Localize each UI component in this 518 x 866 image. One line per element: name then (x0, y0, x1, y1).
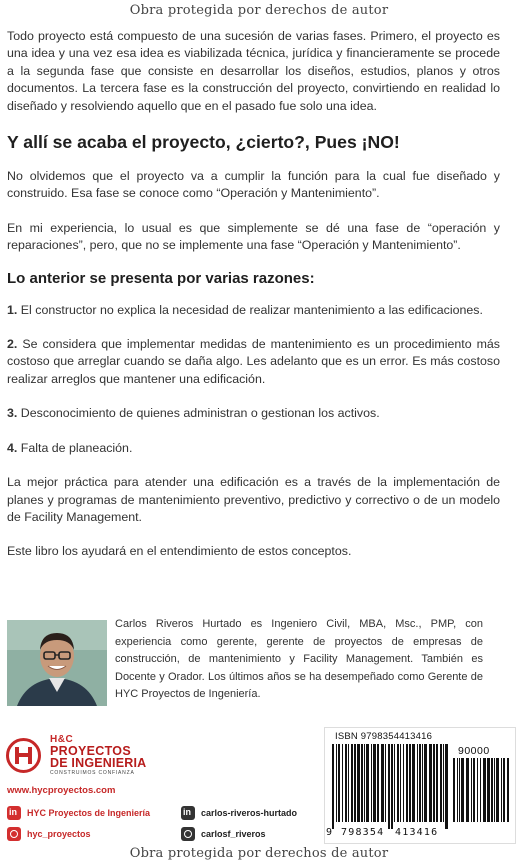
barcode-bar (385, 744, 386, 822)
author-bio: Carlos Riveros Hurtado es Ingeniero Civil, MBA, Msc., PMP, con experiencia como gerente, gerente de proyectos de empresas de construcción, de mantenimiento y Facility Management. También es Docente y Orador. Los últimos años se ha desempeñado como Gerente de HYC Proyectos de Ingeniería. (115, 618, 483, 701)
barcode-bar (348, 744, 349, 822)
barcode-bar (345, 744, 347, 822)
barcode-bar (354, 744, 356, 822)
barcode-bar (466, 758, 469, 822)
barcode-bar (477, 758, 478, 822)
linkedin-company-link[interactable] (7, 806, 150, 820)
website-link[interactable]: www.hycproyectos.com (7, 785, 116, 796)
paragraph-experience: En mi experiencia, lo usual es que simplemente se dé una fase de “operación y reparaciones”, pero, que no se implemente una fase “Operación y Mantenimiento”. (7, 220, 500, 253)
barcode-bar (501, 758, 502, 822)
barcode-bar (483, 758, 486, 822)
barcode-bar (397, 744, 399, 822)
heading-reasons: Lo anterior se presenta por varias razones: (7, 269, 315, 287)
paragraph-book-purpose: Este libro los ayudará en el entendimiento de estos conceptos. (7, 544, 352, 559)
barcode-bar (371, 744, 372, 822)
paragraph-best-practice: La mejor práctica para atender una edificación es a través de la implementación de planes y programas de mantenimiento preventivo, predictivo y correctivo o de un modelo de Facility Management. (7, 475, 500, 524)
barcode-bar (487, 758, 490, 822)
reason-item-4 (7, 440, 500, 457)
barcode-bar (445, 744, 448, 829)
barcode-bar (342, 744, 343, 822)
hyc-logo-icon (6, 738, 41, 773)
reason-item-2 (7, 336, 500, 388)
price-code: 90000 (458, 745, 490, 757)
intro-paragraph: Todo proyecto está compuesto de una sucesión de varias fases. Primero, el proyecto es una idea y una vez esa idea es viabilizada técnica, jurídica y financieramente se procede a la segunda fase que consiste en desarrollar los diseños, estudios, planos y otros documentos. La tercera fase es la construcción del proyecto, convirtiendo en realidad lo diseñado y resolviendo aquello que en el pasado fue solo una idea. (7, 29, 500, 113)
barcode-bar (491, 758, 493, 822)
barcode-bar (336, 744, 337, 822)
instagram-company-label: hyc_proyectos (27, 829, 91, 839)
reason-text: Se considera que implementar medidas de mantenimiento es un procedimiento más costoso que arreglar cuando se daña algo. Les adelanto que es un error. Es más costoso realizar arreglos que mantener una edificación. (7, 337, 500, 386)
barcode-bar (440, 744, 442, 822)
barcode-bar (496, 758, 499, 822)
isbn-barcode (324, 727, 516, 844)
barcode-bar (361, 744, 363, 822)
reason-text: El constructor no explica la necesidad de realizar mantenimiento a las edificaciones. (17, 302, 483, 317)
barcode-bar (409, 744, 411, 822)
logo-name-line2: DE INGENIERIA (50, 756, 147, 770)
instagram-icon (181, 827, 195, 841)
barcode-bar (373, 744, 376, 822)
barcode-bar (388, 744, 390, 829)
company-logo (6, 735, 156, 775)
reason-text: Desconocimiento de quienes administran o gestionan los activos. (17, 406, 380, 421)
barcode-bar (400, 744, 401, 822)
barcode-bar (494, 758, 495, 822)
reason-number: 4. (7, 440, 18, 455)
paragraph-operation: No olvidemos que el proyecto va a cumplir la función para la cual fue diseñado y construido. Esa fase se conoce como “Operación y Mantenimiento”. (7, 169, 500, 201)
barcode-bar (377, 744, 379, 822)
barcode-bar (422, 744, 423, 822)
author-portrait-illustration (7, 620, 107, 706)
watermark-bottom: Obra protegida por derechos de autor (129, 846, 389, 861)
isbn-label: ISBN 9798354413416 (335, 731, 433, 742)
barcode-bar (364, 744, 365, 822)
barcode-bar (419, 744, 421, 822)
watermark-top: Obra protegida por derechos de autor (129, 3, 389, 18)
linkedin-company-label: HYC Proyectos de Ingeniería (27, 808, 151, 818)
back-cover-text (7, 28, 500, 561)
isbn-digit-group2: 413416 (395, 827, 439, 838)
barcode-bar (403, 744, 404, 822)
instagram-icon (7, 827, 21, 841)
barcode-bar (391, 744, 393, 829)
barcode-addon-bars (452, 758, 510, 829)
reason-text: Falta de planeación. (17, 440, 133, 455)
reason-number: 3. (7, 406, 18, 421)
barcode-bar (480, 758, 481, 822)
barcode-bar (338, 744, 340, 822)
logo-name-line1: PROYECTOS (50, 744, 131, 758)
reason-number: 2. (7, 337, 18, 352)
barcode-bar (453, 758, 455, 822)
reason-item-3 (7, 405, 500, 422)
barcode-bar (471, 758, 472, 822)
barcode-bar (429, 744, 432, 822)
barcode-bar (417, 744, 418, 822)
instagram-personal-link[interactable] (181, 827, 266, 841)
barcode-bar (406, 744, 408, 822)
barcode-bar (357, 744, 360, 822)
barcode-bar (381, 744, 384, 822)
author-photo (7, 620, 107, 706)
barcode-bar (412, 744, 415, 822)
linkedin-personal-label: carlos-riveros-hurtado (201, 808, 298, 818)
reason-number: 1. (7, 302, 18, 317)
barcode-bar (424, 744, 427, 822)
logo-brand: H&C (50, 734, 74, 745)
barcode-bar (394, 744, 395, 822)
linkedin-icon (181, 806, 195, 820)
instagram-personal-label: carlosf_riveros (201, 829, 266, 839)
barcode-bar (433, 744, 435, 822)
barcode-bar (332, 744, 334, 829)
reason-item-1 (7, 302, 500, 319)
barcode-bar (507, 758, 509, 822)
barcode-bars (331, 744, 449, 829)
instagram-company-link[interactable] (7, 827, 91, 841)
barcode-bar (503, 758, 505, 822)
barcode-bar (461, 758, 464, 822)
logo-tagline: CONSTRUIMOS CONFIANZA (50, 770, 135, 776)
barcode-bar (366, 744, 369, 822)
linkedin-personal-link[interactable] (181, 806, 297, 820)
barcode-bar (473, 758, 475, 822)
barcode-bar (459, 758, 460, 822)
linkedin-icon (7, 806, 21, 820)
barcode-bar (351, 744, 353, 822)
barcode-bar (457, 758, 458, 822)
barcode-bar (436, 744, 438, 822)
isbn-digit-first: 9 (326, 827, 334, 838)
heading-project-end: Y allí se acaba el proyecto, ¿cierto?, Pues ¡NO! (7, 132, 400, 153)
barcode-bar (443, 744, 444, 822)
isbn-digit-group1: 798354 (341, 827, 385, 838)
